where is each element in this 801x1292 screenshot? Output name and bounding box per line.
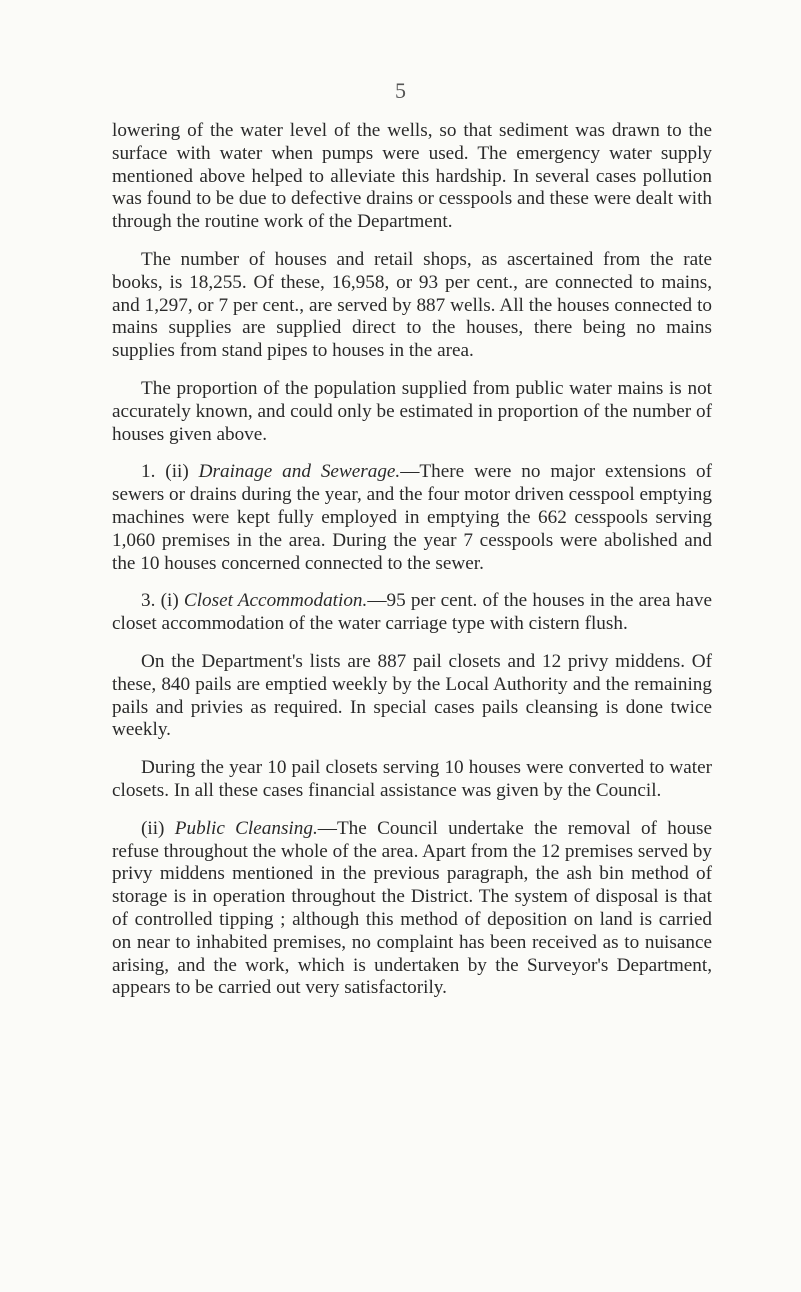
paragraph-closet: [112, 590, 712, 636]
paragraph-well-water: [112, 120, 712, 234]
page-number: 5: [395, 78, 406, 103]
section-heading-closet: Closet Accommodation.: [183, 590, 368, 612]
paragraph-houses-count: [112, 249, 712, 363]
paragraph-text: lowering of the water level of the wells, so that sediment was drawn to the surface with water when pumps were used. The emergency water supply mentioned above helped to alleviate this hardship. In several cases pollution was found to be due to defective drains or cesspools and these were dealt with through the routine work of the Department.: [112, 120, 712, 233]
paragraph-text: The number of houses and retail shops, as ascertained from the rate books, is 18,255. Of these, 16,958, or 93 per cent., are connected to mains, and 1,297, or 7 per cent., are served by 887 wells. All the houses connected to mains supplies are supplied direct to the houses, there being no mains supplies from stand pipes to houses in the area.: [112, 248, 712, 362]
paragraph-text: —There were no major extensions of sewers or drains during the year, and the four motor driven cesspool emptying machines were kept fully employed in emptying the 662 cesspools serving 1,060 premises in the area. During the year 7 cesspools were abolished and the 10 houses concerned connected to the sewer.: [112, 461, 712, 574]
paragraph-text: —The Council undertake the removal of house refuse throughout the whole of the area. Apart from the 12 premises served by privy middens mentioned in the previous paragraph, the ash bin method of storage is in operation throughout the District. The system of disposal is that of controlled tipping ; although this method of deposition on land is carried on near to inhabited premises, no complaint has been received as to nuisance arising, and the work, which is undertaken by the Surveyor's Department, appears to be carried out very satisfactorily.: [112, 817, 712, 999]
paragraph-lead: 3. (i): [141, 590, 184, 612]
paragraph-lead: 1. (ii): [141, 461, 199, 483]
paragraph-conversions: [112, 757, 712, 803]
paragraph-text: During the year 10 pail closets serving 10 houses were converted to water closets. In all these cases financial assistance was given by the Council.: [112, 757, 712, 801]
section-heading-drainage: Drainage and Sewerage.: [198, 461, 401, 483]
document-body: [112, 120, 712, 1015]
section-heading-cleansing: Public Cleansing.: [174, 817, 318, 839]
paragraph-pail-closets: [112, 651, 712, 742]
paragraph-population-supply: [112, 378, 712, 446]
paragraph-text: —95 per cent. of the houses in the area have closet accommodation of the water carriage type with cistern flush.: [112, 590, 712, 635]
paragraph-text: The proportion of the population supplied from public water mains is not accurately known, and could only be estimated in proportion of the number of houses given above.: [112, 377, 712, 445]
paragraph-lead: (ii): [141, 817, 175, 839]
paragraph-public-cleansing: [112, 818, 712, 1000]
paragraph-text: On the Department's lists are 887 pail closets and 12 privy middens. Of these, 840 pails are emptied weekly by the Local Authority and the remaining pails and privies as required. In special cases pails cleansing is done twice weekly.: [112, 650, 712, 741]
paragraph-drainage: [112, 461, 712, 575]
